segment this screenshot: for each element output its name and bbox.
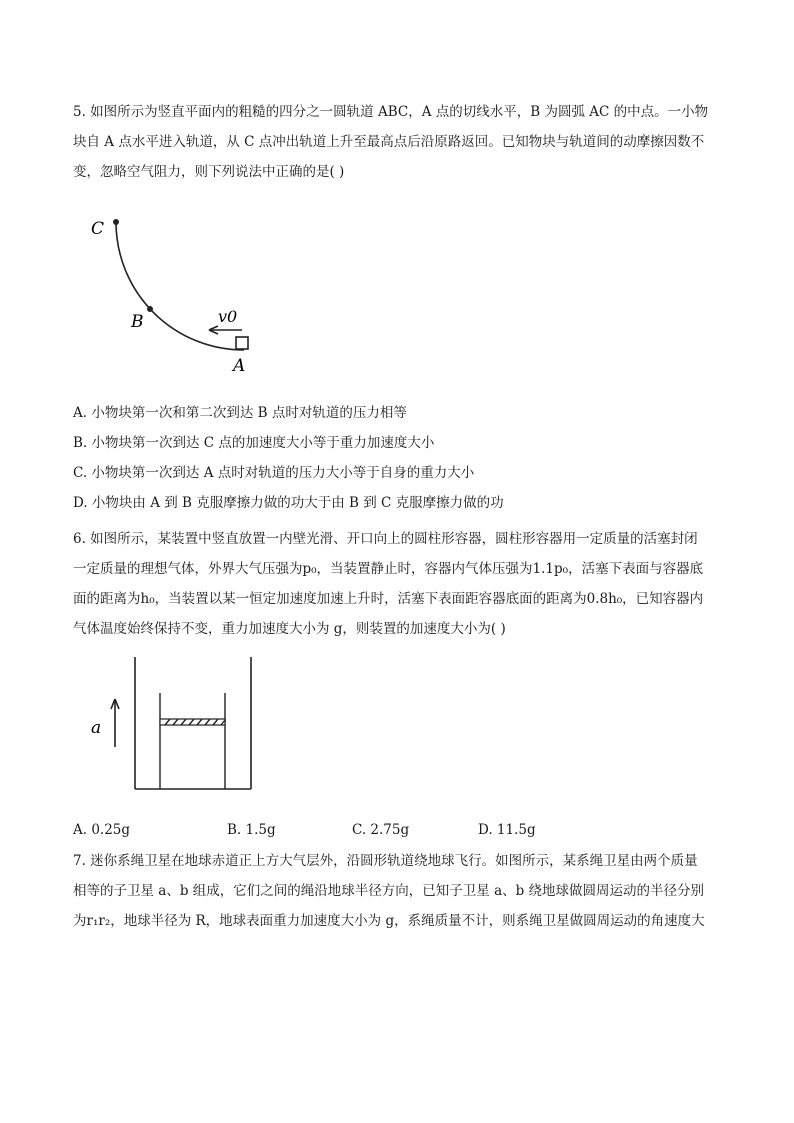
label-c: C — [91, 219, 105, 239]
q6-option-d: D. 11.5g — [478, 822, 536, 838]
label-v0: v0 — [218, 307, 238, 326]
q6-line-3: 面的距离为h₀，当装置以某一恒定加速度加速上升时，活塞下表面距容器底面的距离为0.8h₀，已知容器内 — [73, 591, 704, 607]
point-c-dot — [113, 219, 119, 225]
q5-option-d: D. 小物块由 A 到 B 克服摩擦力做的功大于由 B 到 C 克服摩擦力做的功 — [73, 495, 504, 511]
q5-line-1: 5. 如图所示为竖直平面内的粗糙的四分之一圆轨道 ABC，A 点的切线水平，B 为圆弧 AC 的中点。一小物 — [73, 104, 709, 120]
block-icon — [236, 337, 248, 349]
q7-line-3: 为r₁r₂，地球半径为 R，地球表面重力加速度大小为 g，系绳质量不计，则系绳卫星做圆周运动的角速度大 — [73, 913, 705, 929]
q6-line-4: 气体温度始终保持不变，重力加速度大小为 g，则装置的加速度大小为( ) — [73, 621, 506, 637]
q6-line-2: 一定质量的理想气体，外界大气压强为p₀，当装置静止时，容器内气体压强为1.1p₀，活塞下表面与容器底 — [73, 561, 704, 577]
label-b: B — [131, 312, 144, 332]
q5-option-c: C. 小物块第一次到达 A 点时对轨道的压力大小等于自身的重力大小 — [73, 465, 475, 481]
q5-line-2: 块自 A 点水平进入轨道，从 C 点冲出轨道上升至最高点后沿原路返回。已知物块与轨道间的动摩擦因数不 — [73, 134, 705, 150]
q5-option-a: A. 小物块第一次和第二次到达 B 点时对轨道的压力相等 — [73, 405, 407, 421]
q5-track-figure — [85, 210, 265, 380]
point-b-dot — [147, 306, 153, 312]
q5-line-3: 变，忽略空气阻力，则下列说法中正确的是( ) — [73, 164, 345, 180]
label-a-accel: a — [91, 718, 102, 738]
q6-option-b: B. 1.5g — [227, 822, 276, 838]
q7-line-1: 7. 迷你系绳卫星在地球赤道正上方大气层外，沿圆形轨道绕地球飞行。如图所示，某系绳卫星由两个质量 — [73, 853, 698, 869]
label-a: A — [233, 356, 246, 376]
q6-option-c: C. 2.75g — [352, 822, 410, 838]
q7-line-2: 相等的子卫星 a、b 组成，它们之间的绳沿地球半径方向，已知子卫星 a、b 绕地球做圆周运动的半径分别 — [73, 883, 705, 899]
q6-line-1: 6. 如图所示，某装置中竖直放置一内壁光滑、开口向上的圆柱形容器，圆柱形容器用一定质量的活塞封闭 — [73, 531, 698, 547]
q6-container-figure — [85, 655, 260, 795]
q6-option-a: A. 0.25g — [73, 822, 131, 838]
q5-option-b: B. 小物块第一次到达 C 点的加速度大小等于重力加速度大小 — [73, 435, 435, 451]
